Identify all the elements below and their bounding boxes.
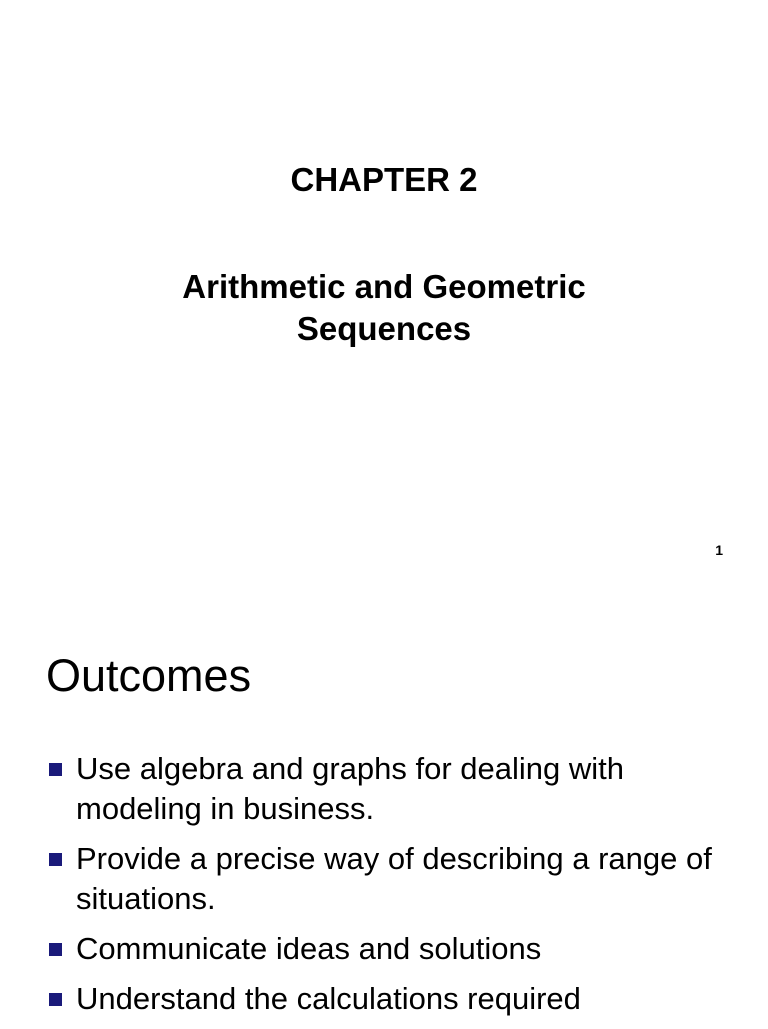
outcome-text: Use algebra and graphs for dealing with modeling in business. — [76, 751, 625, 826]
outcomes-heading: Outcomes — [46, 650, 252, 701]
square-bullet-icon — [49, 943, 62, 956]
outcomes-slide — [0, 576, 768, 1024]
chapter-title-line-2: Sequences — [296, 310, 472, 347]
chapter-title — [0, 266, 768, 350]
chapter-title-line-1: Arithmetic and Geometric — [182, 268, 586, 305]
outcome-item — [46, 979, 736, 1019]
outcome-item — [46, 839, 736, 919]
outcome-item — [46, 929, 736, 969]
chapter-heading: CHAPTER 2 — [290, 161, 478, 198]
outcome-text: Understand the calculations required — [76, 981, 581, 1016]
outcomes-list — [46, 749, 736, 1029]
slide-page-number: 1 — [715, 542, 723, 558]
square-bullet-icon — [49, 993, 62, 1006]
outcome-item — [46, 749, 736, 829]
square-bullet-icon — [49, 853, 62, 866]
square-bullet-icon — [49, 763, 62, 776]
outcome-text: Communicate ideas and solutions — [76, 931, 542, 966]
outcome-text: Provide a precise way of describing a range of situations. — [76, 841, 712, 916]
